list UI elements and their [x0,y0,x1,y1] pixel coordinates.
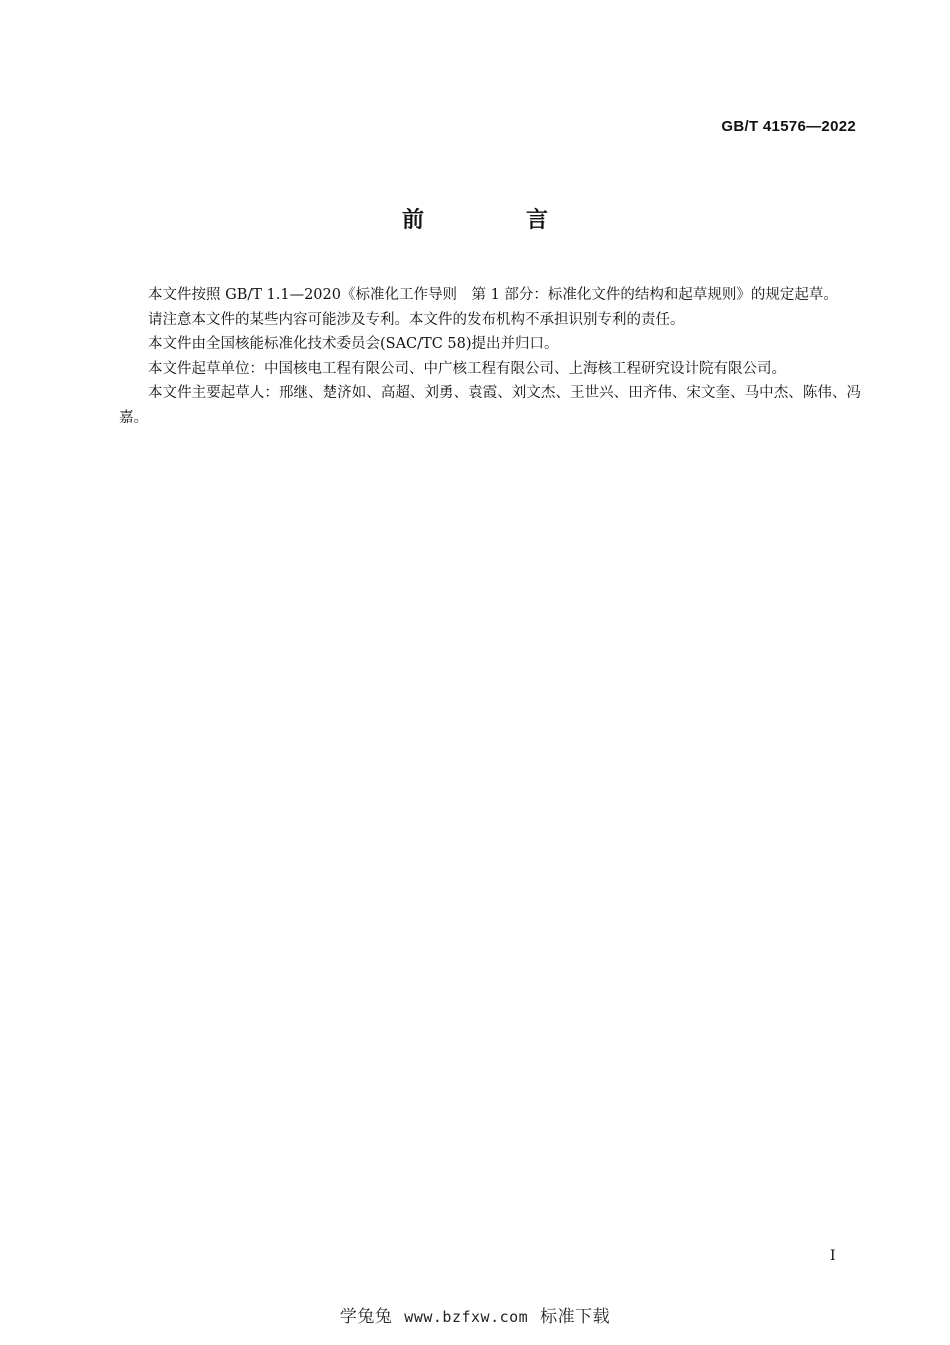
watermark-url: www.bzfxw.com [404,1308,529,1326]
paragraph-drafting-rules: 本文件按照 GB/T 1.1—2020《标准化工作导则 第 1 部分：标准化文件的结构和起草规则》的规定起草。 [148,287,838,303]
paragraph-main-drafters: 本文件主要起草人：邢继、楚济如、高超、刘勇、袁霞、刘文杰、王世兴、田齐伟、宋文奎、马中杰、陈伟、冯嘉。 [119,385,861,426]
watermark-tagline: 标准下载 [540,1307,611,1327]
standard-number: GB/T 41576—2022 [721,118,856,135]
paragraph-patent-notice: 请注意本文件的某些内容可能涉及专利。本文件的发布机构不承担识别专利的责任。 [148,311,685,328]
watermark [0,1302,950,1327]
page-title: 前 言 [401,208,588,233]
paragraph-proposing-committee: 本文件由全国核能标准化技术委员会(SAC/TC 58)提出并归口。 [148,336,559,352]
paragraph-drafting-organizations: 本文件起草单位：中国核电工程有限公司、中广核工程有限公司、上海核工程研究设计院有限公司。 [148,360,786,377]
page-number: I [830,1248,836,1264]
document-body [119,283,861,430]
watermark-site-name: 学兔兔 [339,1307,393,1327]
